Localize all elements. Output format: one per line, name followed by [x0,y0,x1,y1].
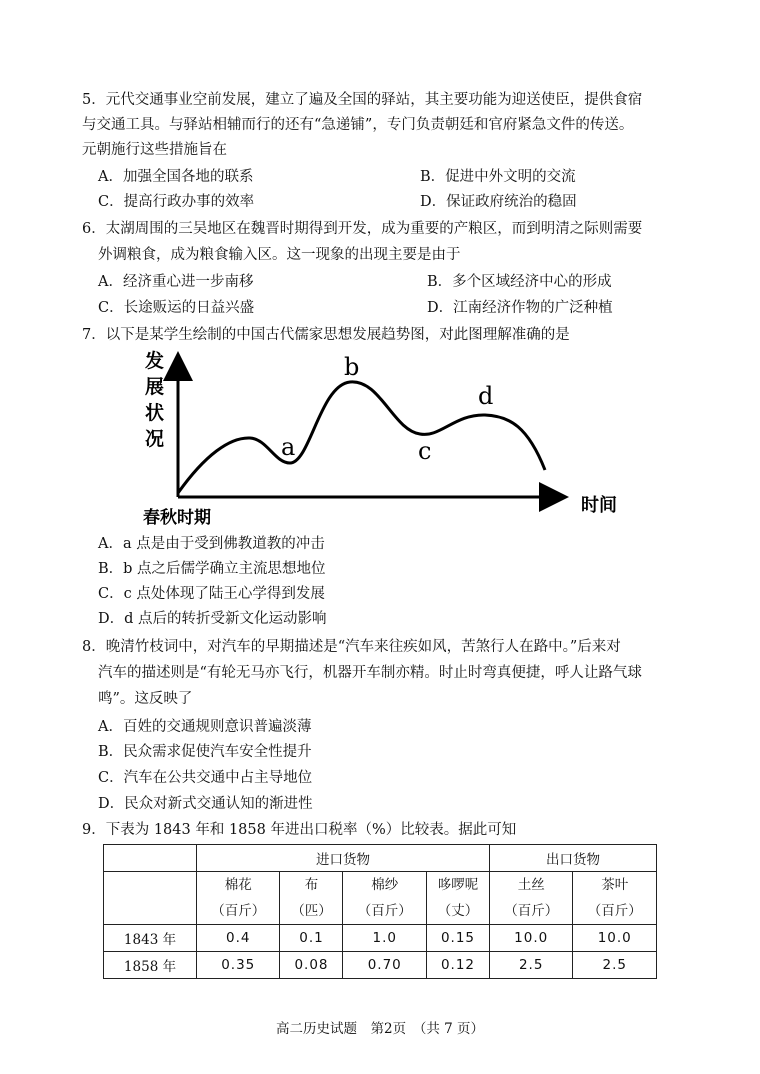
point-label-b: b [344,353,360,381]
q6-stem-line2: 外调粮食，成为粮食输入区。这一现象的出现主要是由于 [98,247,461,263]
page-footer: 高二历史试题 第2页 （共 7 页） [275,1021,484,1037]
q8-option-a[interactable]: A．百姓的交通规则意识普遍淡薄 [98,719,312,735]
table-row [104,925,657,952]
column-header-yarn: 棉纱 （百斤） [343,872,426,925]
q6-stem-line1: 6．太湖周围的三吴地区在魏晋时期得到开发，成为重要的产粮区，而到明清之际则需要 [82,221,643,237]
ylabel-char-1: 发 [145,350,165,372]
q5-stem-line1: 5．元代交通事业空前发展，建立了遍及全国的驿站，其主要功能为迎送使臣，提供食宿 [82,92,643,108]
table-cell: 2.5 [573,952,657,979]
table-blank-cell [104,872,197,925]
point-label-a: a [281,433,296,461]
q8-option-c[interactable]: C．汽车在公共交通中占主导地位 [98,770,313,786]
q6-option-a[interactable]: A．经济重心进一步南移 [98,274,254,290]
q7-stem: 7．以下是某学生绘制的中国古代儒家思想发展趋势图，对此图理解准确的是 [82,327,570,343]
q6-option-c[interactable]: C．长途贩运的日益兴盛 [98,300,255,316]
point-label-d: d [478,382,494,410]
column-header-woolen: 哆啰呢 （丈） [426,872,489,925]
table-cell: 0.4 [197,925,280,952]
ylabel-char-2: 展 [145,376,165,398]
table-cell: 0.12 [426,952,489,979]
column-header-cloth: 布 （匹） [280,872,343,925]
table-cell: 1.0 [343,925,426,952]
table-cell: 10.0 [489,925,572,952]
column-header-tea: 茶叶 （百斤） [573,872,657,925]
row-year: 1858 年 [104,952,197,979]
table-cell: 0.08 [280,952,343,979]
ylabel-char-4: 况 [145,428,165,450]
q7-option-d[interactable]: D．d 点后的转折受新文化运动影响 [98,611,327,627]
q9-stem: 9．下表为 1843 年和 1858 年进出口税率（%）比较表。据此可知 [82,822,517,838]
q5-option-b[interactable]: B．促进中外文明的交流 [420,169,576,185]
q8-stem-line1: 8．晚清竹枝词中，对汽车的早期描述是“汽车来往疾如风，苦煞行人在路中。”后来对 [82,639,621,655]
table-cell: 10.0 [573,925,657,952]
xlabel: 时间 [581,495,617,516]
q7-option-b[interactable]: B．b 点之后儒学确立主流思想地位 [98,561,326,577]
table-cell: 2.5 [489,952,572,979]
table-cell: 0.1 [280,925,343,952]
table-corner [104,845,197,872]
confucianism-trend-chart [135,345,635,530]
q5-stem-line2: 与交通工具。与驿站相辅而行的还有“急递铺”，专门负责朝廷和官府紧急文件的传送。 [82,117,634,133]
column-header-cotton: 棉花 （百斤） [197,872,280,925]
q8-stem-line3: 鸣”。这反映了 [98,691,193,707]
origin-label: 春秋时期 [143,508,211,528]
export-header: 出口货物 [489,845,656,872]
q8-option-d[interactable]: D．民众对新式交通认知的渐进性 [98,796,313,812]
point-label-c: c [418,437,432,465]
q7-option-a[interactable]: A．a 点是由于受到佛教道教的冲击 [98,536,325,552]
q5-option-a[interactable]: A．加强全国各地的联系 [98,169,254,185]
q5-option-d[interactable]: D．保证政府统治的稳固 [420,194,577,210]
table-row [104,952,657,979]
row-year: 1843 年 [104,925,197,952]
q5-option-c[interactable]: C．提高行政办事的效率 [98,194,255,210]
tariff-table [103,844,657,979]
q8-stem-line2: 汽车的描述则是“有轮无马亦飞行，机器开车制亦精。时止时弯真便捷，呼人让路气球 [98,665,642,681]
ylabel-char-3: 状 [145,402,165,424]
table-cell: 0.35 [197,952,280,979]
table-cell: 0.15 [426,925,489,952]
q7-option-c[interactable]: C．c 点处体现了陆王心学得到发展 [98,586,325,602]
import-header: 进口货物 [197,845,490,872]
table-cell: 0.70 [343,952,426,979]
q6-option-b[interactable]: B．多个区域经济中心的形成 [427,274,612,290]
q8-option-b[interactable]: B．民众需求促使汽车安全性提升 [98,744,312,760]
q5-stem-line3: 元朝施行这些措施旨在 [82,142,227,158]
column-header-silk: 土丝 （百斤） [489,872,572,925]
q6-option-d[interactable]: D．江南经济作物的广泛种植 [427,300,613,316]
